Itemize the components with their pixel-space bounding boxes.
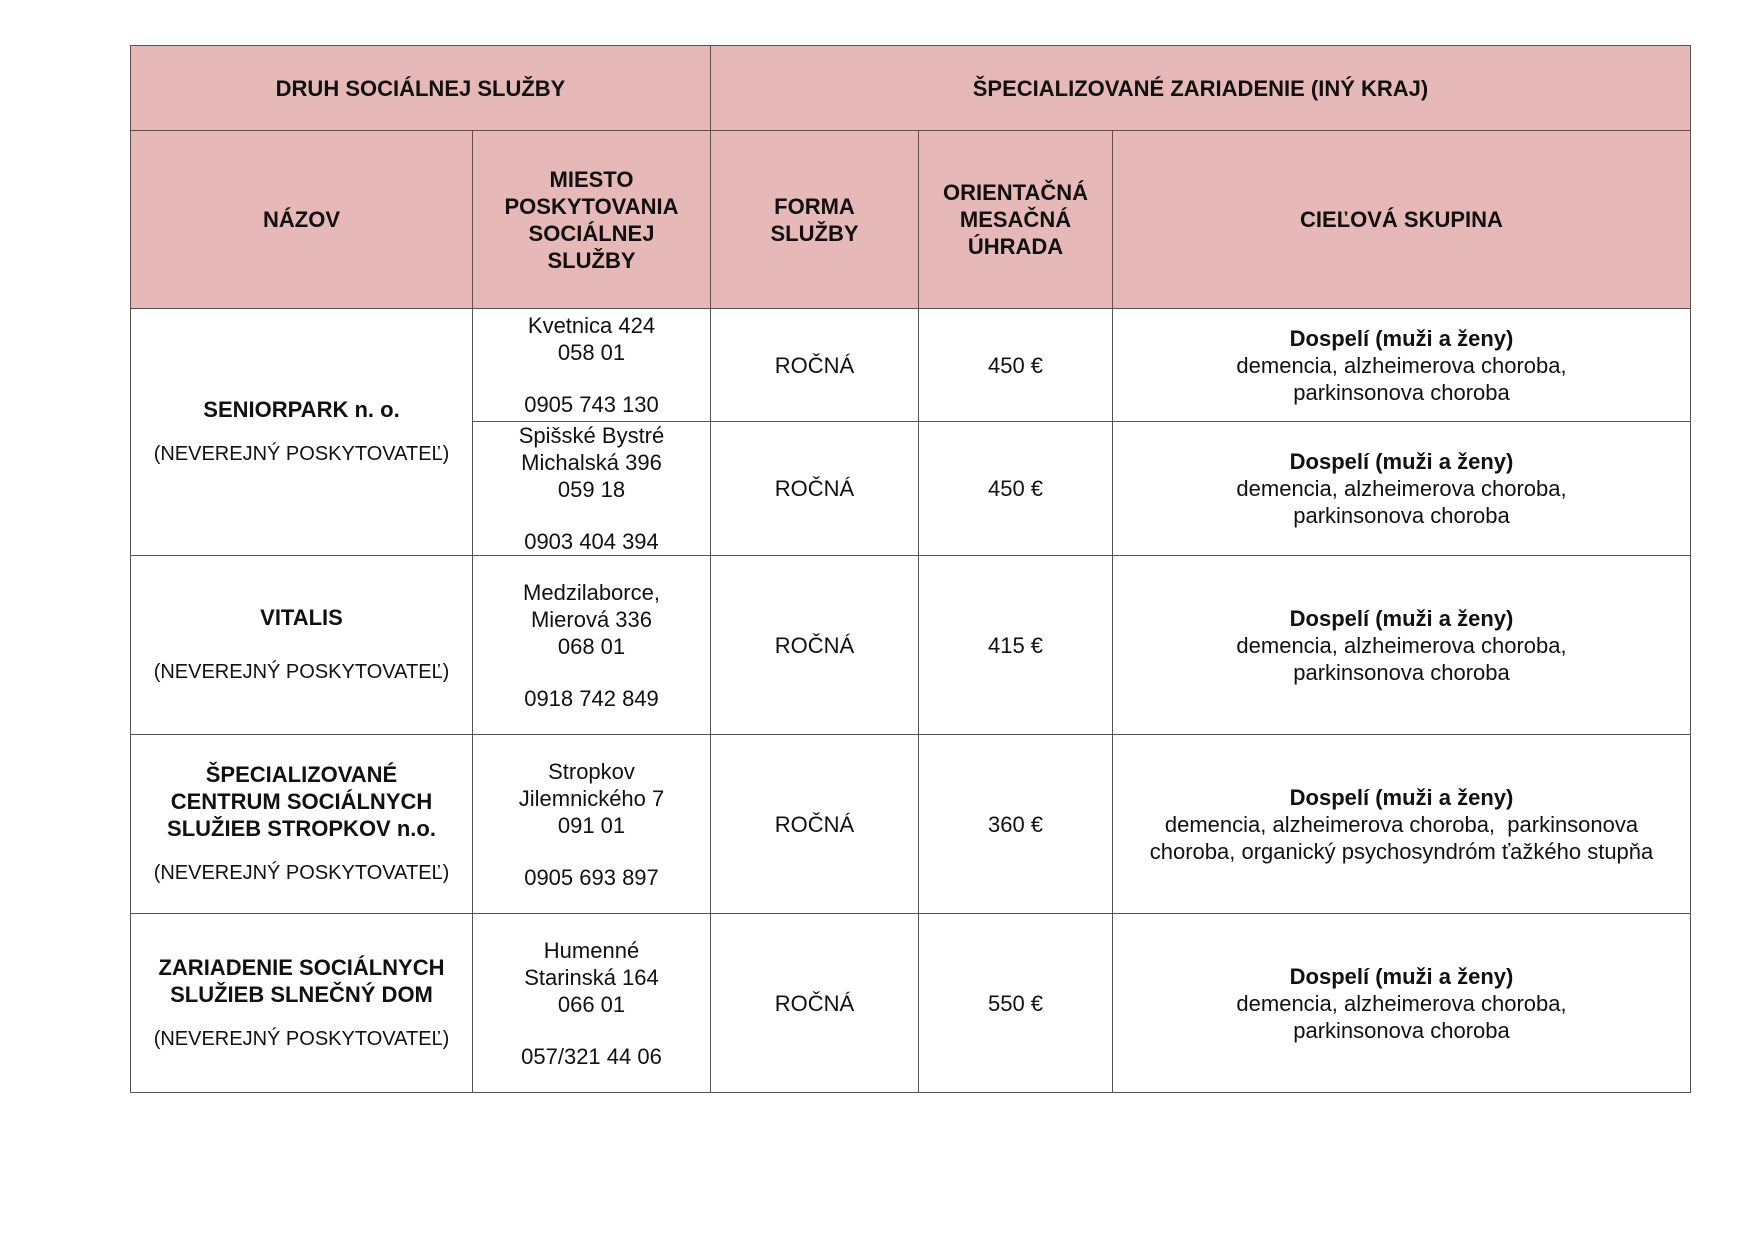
table-row	[131, 735, 1691, 914]
payment-cell: 450 €	[919, 422, 1113, 556]
provider-name-cell	[131, 735, 473, 914]
header-col-payment-line: ÚHRADA	[967, 234, 1064, 259]
provider-name-cell	[131, 556, 473, 735]
form-cell: ROČNÁ	[711, 309, 919, 422]
provider-name: ŠPECIALIZOVANÉ	[205, 762, 398, 787]
header-group-right: ŠPECIALIZOVANÉ ZARIADENIE (INÝ KRAJ)	[711, 46, 1691, 131]
provider-type: (NEVEREJNÝ POSKYTOVATEĽ)	[153, 862, 450, 884]
header-col-payment-line: MESAČNÁ	[959, 207, 1072, 232]
address-line: Starinská 164	[524, 964, 659, 990]
target-title: Dospelí (muži a ženy)	[1289, 784, 1514, 810]
services-table	[130, 45, 1691, 1093]
address-line: 059 18	[557, 477, 626, 502]
address-line: Mierová 336	[530, 606, 653, 632]
target-desc: demencia, alzheimerova choroba,	[1236, 632, 1567, 658]
header-col-place-line: MIESTO	[549, 166, 634, 192]
target-desc: parkinsonova choroba	[1293, 659, 1510, 685]
address-line: 058 01	[557, 340, 626, 365]
target-title: Dospelí (muži a ženy)	[1289, 325, 1514, 351]
form-cell: ROČNÁ	[711, 735, 919, 914]
header-group-left: DRUH SOCIÁLNEJ SLUŽBY	[131, 46, 711, 131]
provider-name: CENTRUM SOCIÁLNYCH	[170, 789, 433, 814]
provider-type: (NEVEREJNÝ POSKYTOVATEĽ)	[153, 1027, 450, 1050]
table-row	[131, 914, 1691, 1093]
payment-cell: 550 €	[919, 914, 1113, 1093]
address-line: Michalská 396	[521, 450, 662, 475]
target-desc: choroba, organický psychosyndróm ťažkého stupňa	[1149, 838, 1654, 864]
header-col-payment	[919, 131, 1113, 309]
header-col-form	[711, 131, 919, 309]
header-col-place	[473, 131, 711, 309]
address-line: Humenné	[543, 937, 640, 963]
target-cell	[1113, 309, 1691, 422]
provider-name: SLUŽIEB STROPKOV n.o.	[167, 816, 436, 841]
target-desc: demencia, alzheimerova choroba,	[1236, 352, 1567, 378]
provider-name: SENIORPARK n. o.	[203, 397, 400, 422]
address-line: Stropkov	[548, 758, 635, 784]
table-row	[131, 309, 1691, 422]
address-line: 066 01	[557, 991, 626, 1017]
phone-number: 0905 743 130	[524, 392, 659, 417]
phone-number: 0905 693 897	[524, 864, 659, 890]
table-row	[131, 556, 1691, 735]
location-cell	[473, 422, 711, 556]
address-line: Kvetnica 424	[527, 313, 656, 338]
header-group-row	[131, 46, 1691, 131]
target-cell	[1113, 735, 1691, 914]
header-col-target: CIEĽOVÁ SKUPINA	[1113, 131, 1691, 309]
target-cell	[1113, 422, 1691, 556]
form-cell: ROČNÁ	[711, 422, 919, 556]
target-desc: parkinsonova choroba	[1293, 379, 1510, 405]
provider-name-cell	[131, 309, 473, 556]
address-line: Spišské Bystré	[518, 423, 665, 448]
header-columns-row	[131, 131, 1691, 309]
header-col-form-line: SLUŽBY	[770, 220, 859, 246]
target-desc: demencia, alzheimerova choroba,	[1236, 476, 1567, 501]
payment-cell: 450 €	[919, 309, 1113, 422]
provider-name: VITALIS	[260, 605, 343, 630]
header-col-payment-line: ORIENTAČNÁ	[942, 180, 1089, 205]
form-cell: ROČNÁ	[711, 556, 919, 735]
target-desc: parkinsonova choroba	[1293, 503, 1510, 528]
target-cell	[1113, 556, 1691, 735]
header-col-place-line: SOCIÁLNEJ	[528, 220, 655, 246]
location-cell	[473, 914, 711, 1093]
header-col-place-line: POSKYTOVANIA	[504, 193, 679, 219]
provider-name: SLUŽIEB SLNEČNÝ DOM	[170, 981, 433, 1007]
phone-number: 0903 404 394	[524, 529, 659, 554]
target-title: Dospelí (muži a ženy)	[1289, 963, 1514, 989]
address-line: 091 01	[557, 812, 626, 838]
phone-number: 057/321 44 06	[521, 1043, 662, 1069]
target-title: Dospelí (muži a ženy)	[1289, 449, 1514, 474]
header-col-name: NÁZOV	[131, 131, 473, 309]
provider-name-cell	[131, 914, 473, 1093]
form-cell: ROČNÁ	[711, 914, 919, 1093]
target-title: Dospelí (muži a ženy)	[1289, 605, 1514, 631]
provider-type: (NEVEREJNÝ POSKYTOVATEĽ)	[153, 443, 450, 465]
address-line: Jilemnického 7	[518, 785, 665, 811]
payment-cell: 415 €	[919, 556, 1113, 735]
address-line: 068 01	[557, 633, 626, 659]
header-col-form-line: FORMA	[774, 193, 855, 219]
provider-type: (NEVEREJNÝ POSKYTOVATEĽ)	[153, 661, 450, 683]
provider-name: ZARIADENIE SOCIÁLNYCH	[158, 954, 445, 980]
target-desc: parkinsonova choroba	[1293, 1017, 1510, 1043]
phone-number: 0918 742 849	[524, 685, 659, 711]
payment-cell: 360 €	[919, 735, 1113, 914]
location-cell	[473, 735, 711, 914]
target-cell	[1113, 914, 1691, 1093]
header-col-place-line: SLUŽBY	[547, 247, 636, 273]
address-line: Medzilaborce,	[523, 579, 660, 605]
target-desc: demencia, alzheimerova choroba,	[1236, 990, 1567, 1016]
location-cell	[473, 309, 711, 422]
location-cell	[473, 556, 711, 735]
target-desc: demencia, alzheimerova choroba, parkinsonova	[1164, 811, 1639, 837]
